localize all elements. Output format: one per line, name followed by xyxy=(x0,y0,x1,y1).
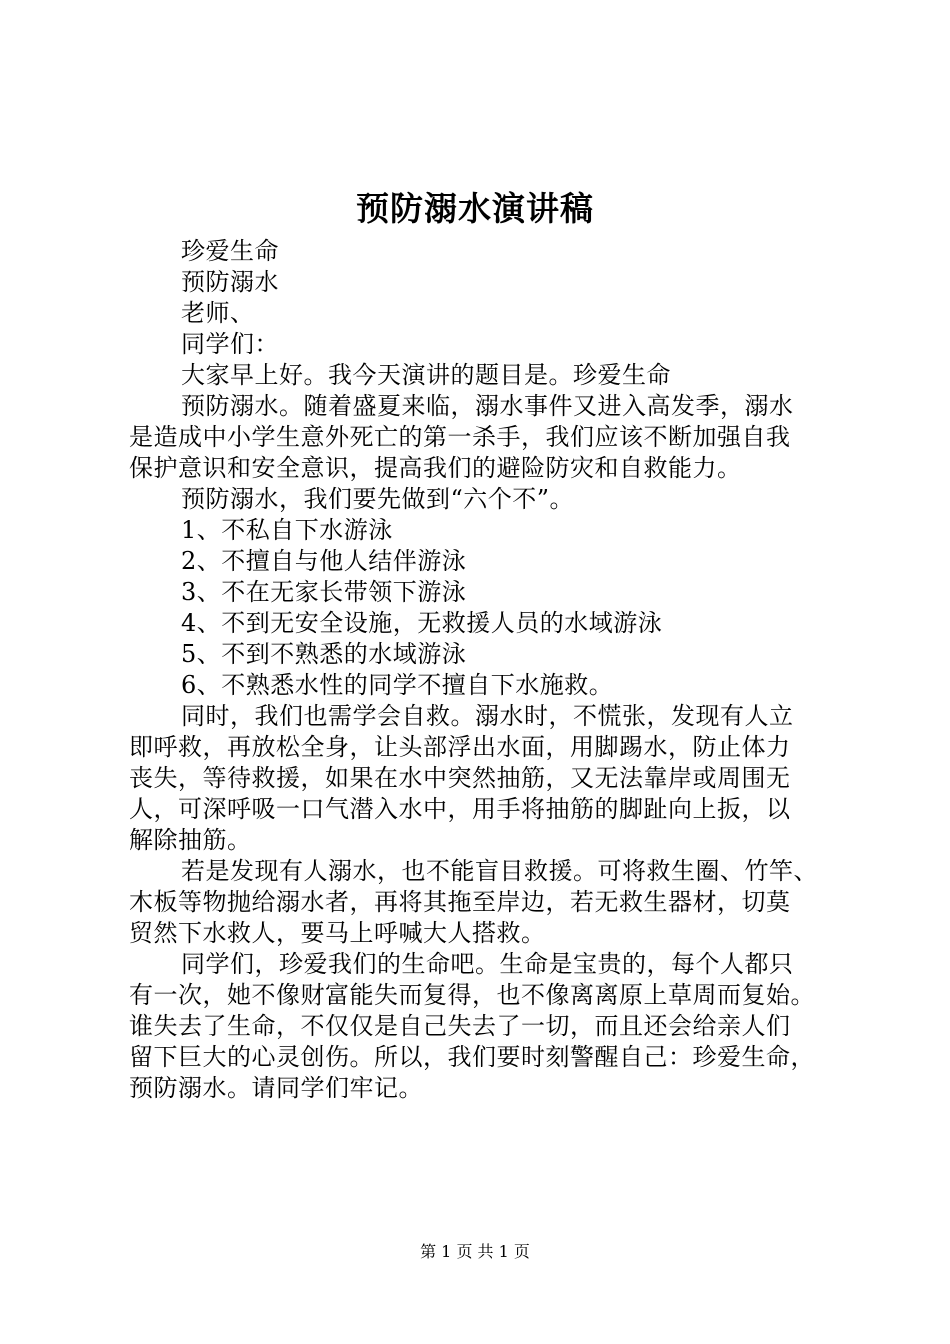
body-line: 是造成中小学生意外死亡的第一杀手，我们应该不断加强自我 xyxy=(129,423,791,451)
list-item: 1、不私自下水游泳 xyxy=(181,516,393,544)
body-line: 大家早上好。我今天演讲的题目是。珍爱生命 xyxy=(181,361,671,389)
body-line: 即呼救，再放松全身，让头部浮出水面，用脚踢水，防止体力 xyxy=(129,733,791,761)
list-item: 2、不擅自与他人结伴游泳 xyxy=(181,547,467,575)
body-line: 老师、 xyxy=(181,299,255,327)
body-line: 预防溺水，我们要先做到“六个不”。 xyxy=(181,485,575,513)
body-line: 预防溺水。随着盛夏来临，溺水事件又进入高发季，溺水 xyxy=(181,392,794,420)
page-footer: 第 1 页 共 1 页 xyxy=(420,1242,530,1261)
body-line: 谁失去了生命，不仅仅是自己失去了一切，而且还会给亲人们 xyxy=(129,1012,791,1040)
body-line: 预防溺水。请同学们牢记。 xyxy=(129,1074,423,1102)
body-line: 同时，我们也需学会自救。溺水时，不慌张，发现有人立 xyxy=(181,702,794,730)
body-line: 贸然下水救人，要马上呼喊大人搭救。 xyxy=(129,919,546,947)
body-line: 木板等物抛给溺水者，再将其拖至岸边，若无救生器材，切莫 xyxy=(129,888,791,916)
document-body xyxy=(129,236,843,1104)
body-line: 若是发现有人溺水，也不能盲目救援。可将救生圈、竹竿、 xyxy=(181,857,818,885)
list-item: 5、不到不熟悉的水域游泳 xyxy=(181,640,467,668)
document-title: 预防溺水演讲稿 xyxy=(356,189,594,228)
body-line: 解除抽筋。 xyxy=(129,826,252,854)
body-line: 留下巨大的心灵创伤。所以，我们要时刻警醒自己：珍爱生命， xyxy=(129,1043,815,1071)
body-line: 预防溺水 xyxy=(181,268,279,296)
body-line: 人，可深呼吸一口气潜入水中，用手将抽筋的脚趾向上扳，以 xyxy=(129,795,791,823)
body-line: 保护意识和安全意识，提高我们的避险防灾和自救能力。 xyxy=(129,454,742,482)
body-line: 同学们，珍爱我们的生命吧。生命是宝贵的，每个人都只 xyxy=(181,950,794,978)
list-item: 6、不熟悉水性的同学不擅自下水施救。 xyxy=(181,671,614,699)
body-line: 有一次，她不像财富能失而复得，也不像离离原上草周而复始。 xyxy=(129,981,815,1009)
list-item: 4、不到无安全设施，无救援人员的水域游泳 xyxy=(181,609,663,637)
body-line: 珍爱生命 xyxy=(181,237,279,265)
body-line: 丧失，等待救援，如果在水中突然抽筋，又无法靠岸或周围无 xyxy=(129,764,791,792)
body-line: 同学们： xyxy=(181,330,279,358)
list-item: 3、不在无家长带领下游泳 xyxy=(181,578,467,606)
